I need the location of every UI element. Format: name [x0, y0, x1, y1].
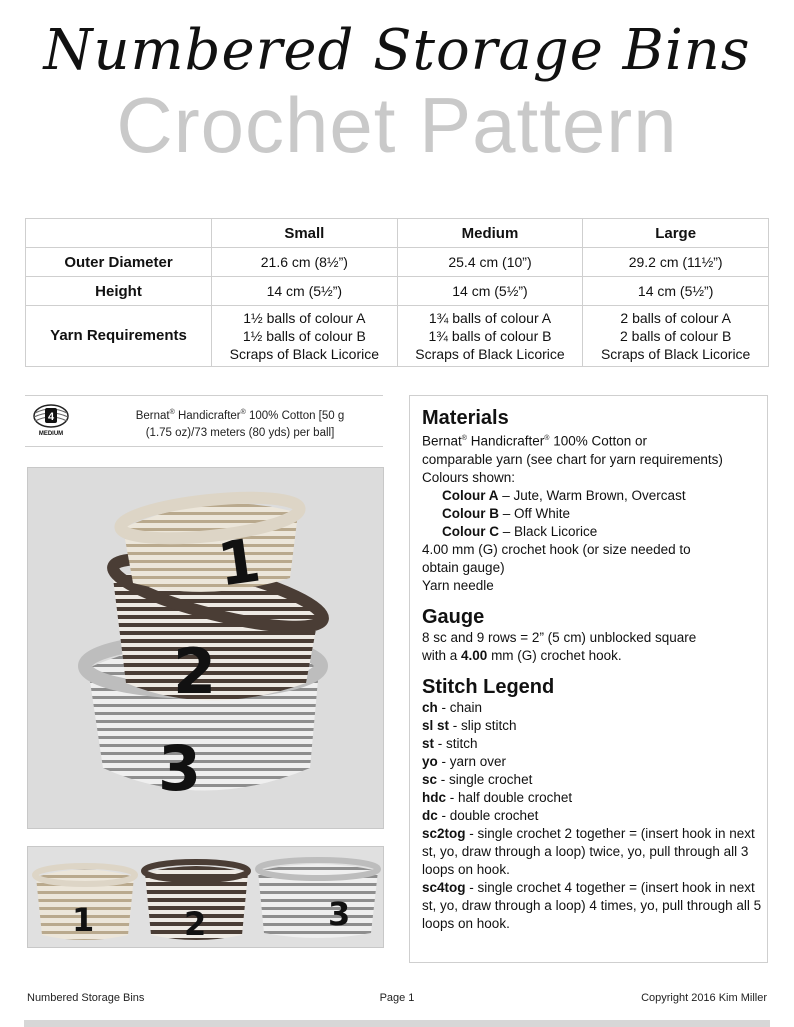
colour-item: Colour B – Off White	[442, 505, 571, 521]
legend-item: sc - single crochet	[422, 771, 533, 787]
table-cell: 14 cm (5½”)	[397, 277, 583, 306]
materials-section	[422, 406, 762, 595]
stacked-bins-illustration	[28, 468, 383, 828]
legend-item: sl st - slip stitch	[422, 717, 517, 733]
script-title: Numbered Storage Bins	[43, 18, 751, 83]
row-label-yarn-requirements: Yarn Requirements	[26, 306, 212, 367]
bin-number-1: 1	[213, 525, 265, 601]
table-cell	[583, 306, 769, 367]
column-header-small: Small	[212, 219, 398, 248]
cell-line: 1¾ balls of colour B	[428, 328, 552, 344]
table-cell	[397, 306, 583, 367]
registered-mark: ®	[240, 409, 246, 416]
yarn-description	[105, 404, 375, 442]
yarn-info-box	[25, 395, 383, 447]
colours-label: Colours shown:	[422, 469, 516, 485]
main-title: Crochet Pattern	[116, 81, 678, 169]
cell-line: 1½ balls of colour B	[242, 328, 366, 344]
colour-item: Colour C – Black Licorice	[442, 523, 598, 539]
small-bin-number-1: 1	[72, 901, 95, 939]
gauge-line1: 8 sc and 9 rows = 2” (5 cm) unblocked square	[422, 629, 697, 645]
table-cell: 29.2 cm (11½”)	[583, 248, 769, 277]
row-label-height: Height	[26, 277, 212, 306]
table-cell: 14 cm (5½”)	[583, 277, 769, 306]
yarn-weight-label: MEDIUM	[38, 431, 64, 437]
registered-mark: ®	[461, 435, 467, 442]
small-bin-number-3: 3	[328, 895, 351, 933]
cell-line: 2 balls of colour B	[620, 328, 732, 344]
cell-line: 1½ balls of colour A	[243, 310, 366, 326]
footer-copyright: Copyright 2016 Kim Miller	[641, 992, 767, 1004]
materials-panel	[409, 395, 768, 963]
column-header-medium: Medium	[397, 219, 583, 248]
legend-item: ch - chain	[422, 699, 483, 715]
cell-line: 2 balls of colour A	[620, 310, 731, 326]
stitch-legend-heading: Stitch Legend	[422, 675, 555, 698]
hook-line1: 4.00 mm (G) crochet hook (or size needed to	[422, 541, 691, 557]
legend-item: dc - double crochet	[422, 807, 539, 823]
row-label-outer-diameter: Outer Diameter	[26, 248, 212, 277]
footer-page-number: Page 1	[379, 992, 415, 1004]
cell-line: 1¾ balls of colour A	[428, 310, 552, 326]
small-bin-number-2: 2	[184, 905, 207, 943]
legend-item: hdc - half double crochet	[422, 789, 573, 805]
stitch-legend-section	[422, 675, 762, 933]
yarn-line2: (1.75 oz)/73 meters (80 yds) per ball]	[145, 426, 335, 439]
registered-mark: ®	[544, 435, 550, 442]
table-cell: 25.4 cm (10”)	[397, 248, 583, 277]
three-bins-illustration	[28, 847, 383, 947]
needle-line: Yarn needle	[422, 577, 494, 593]
cell-line: Scraps of Black Licorice	[415, 346, 565, 362]
cell-line: Scraps of Black Licorice	[229, 346, 380, 362]
bin-number-2: 2	[173, 635, 217, 708]
materials-brand: Bernat	[422, 433, 462, 449]
materials-line2: comparable yarn (see chart for yarn requirements)	[422, 451, 723, 467]
table-corner-cell	[26, 219, 212, 248]
table-row	[26, 277, 769, 306]
yarn-line1: 100% Cotton [50 g	[249, 409, 345, 422]
materials-line1: 100% Cotton or	[553, 433, 648, 449]
table-cell	[212, 306, 398, 367]
yarn-weight-number: 4	[47, 411, 55, 423]
materials-yarn-line	[422, 430, 762, 451]
table-cell: 21.6 cm (8½”)	[212, 248, 398, 277]
column-header-large: Large	[583, 219, 769, 248]
legend-item: yo - yarn over	[422, 753, 507, 769]
materials-heading: Materials	[422, 407, 509, 429]
registered-mark: ®	[169, 409, 175, 416]
legend-item: st - stitch	[422, 735, 478, 751]
hook-line2: obtain gauge)	[422, 559, 505, 575]
materials-product: Handicrafter	[470, 433, 545, 449]
colour-item: Colour A – Jute, Warm Brown, Overcast	[442, 487, 686, 503]
table-header-row	[26, 219, 769, 248]
stacked-bins-photo	[27, 467, 384, 829]
footer-title: Numbered Storage Bins	[27, 992, 145, 1004]
bin-number-3: 3	[158, 732, 202, 805]
cell-line: Scraps of Black Licorice	[600, 346, 751, 362]
table-row	[26, 306, 769, 367]
table-cell: 14 cm (5½”)	[212, 277, 398, 306]
table-row	[26, 248, 769, 277]
yarn-weight-icon	[31, 403, 71, 437]
gauge-section	[422, 605, 762, 665]
yarn-product: Handicrafter	[177, 409, 241, 422]
yarn-brand: Bernat	[135, 409, 170, 422]
gauge-line2: with a 4.00 mm (G) crochet hook.	[422, 647, 622, 663]
legend-item: sc2tog - single crochet 2 together = (insert hook in next st, yo, draw through a loop) twice, yo, pull through all 3 loops on hook.	[422, 825, 755, 877]
footer-bar	[24, 1020, 770, 1027]
size-requirements-table	[25, 218, 769, 367]
gauge-heading: Gauge	[422, 605, 485, 628]
three-bins-photo	[27, 846, 384, 948]
legend-item: sc4tog - single crochet 4 together = (insert hook in next st, yo, draw through a loop) 4 times, yo, pull through all 5 loops on hook.	[422, 879, 762, 931]
